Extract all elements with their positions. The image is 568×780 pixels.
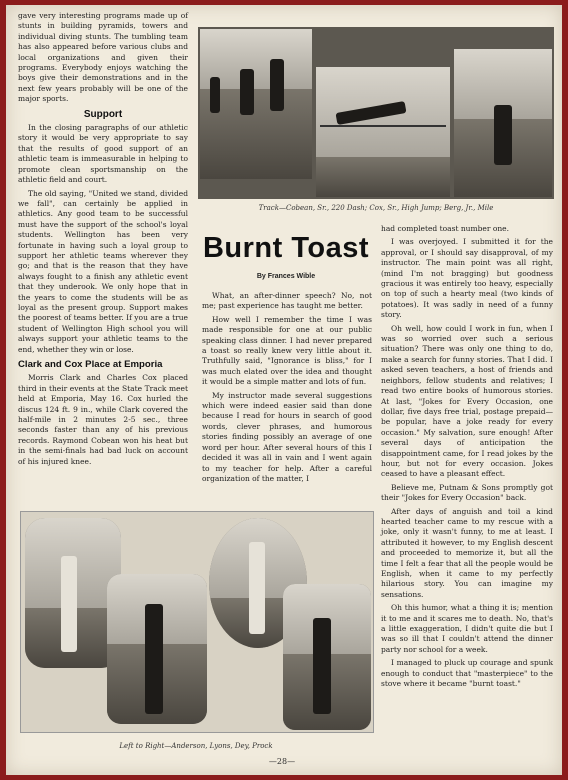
article-col1-p1: What, an after-dinner speech? No, not me; past experience has taught me better. (202, 291, 372, 311)
intro-paragraph: gave very interesting programs made up of stunts in building pyramids, towers and individual diving stunts. The tumbling team has also appeared before various clubs and local organizations and given their programs. Everybody enjoys watching the boys give their demonstrations and in the next few years probably will be one of the major sports. (18, 11, 188, 104)
track-photo-high-jump (316, 67, 450, 197)
article-col1-p3: My instructor made several suggestions which were indeed easier said than done because I read for hours in search of good words, clever phrases, and humorous stories finding possibly an average of one word per hour. After several hours of this I decided it was all in vain and I went again to my teacher for help. After a careful organization of the matter, I (202, 390, 372, 483)
article-col2-p5: After days of anguish and toil a kind hearted teacher came to my rescue with a joke, only it wasn't funny, to me at least. I attributed it however, to my English descent and proceeded to memorize it, but all the time I felt a fear that all the people would be English, when it came to my perfectly hilarious story. You can imagine my sensations. (381, 506, 553, 599)
article-byline: By Frances Wible (256, 273, 316, 280)
article-col2-p1: had completed toast number one. (381, 224, 509, 233)
article-col2-p2: I was overjoyed. I submitted it for the approval, or I should say disapproval, of my instructor. The main point was all right, (mind I'm not bragging) but goodness gracious it was entirely too heavy, especially on top of such a hearty meal (two kinds of potatoes). It was sadly in need of a funny story. (381, 237, 553, 320)
support-paragraph-2: The old saying, "United we stand, divided we fall", can certainly be applied in athletics. Any good team to be successful must have the support of the school's loyal students. Wellington has been very fortunate in having such a loyal group to support her athletic teams wherever they go; and that is the reason that they have always fought to a finish any athletic event that they underook. We only hope that in the years to come the students will be as loyal as the present group. Support makes the poorest of teams better. If you are a true student of Wellington High school you will always support your athletic teams to the end, whether they win or lose. (18, 188, 188, 354)
article-col1-p2: How well I remember the time I was made responsible for one at our public speaking class dinner. I had never prepared a toast so really knew very little about it. Truthfully said, "Ignorance is bliss," for I was much elated over the idea and thought it would be a simple matter and lots of fun. (202, 314, 372, 387)
article-column-2 (381, 224, 553, 692)
track-photo-dash (200, 29, 312, 179)
tennis-photo-lyons (107, 574, 207, 724)
article-col2-p4: Believe me, Putnam & Sons promptly got their "Jokes for Every Occasion" back. (381, 482, 553, 503)
support-heading: Support (83, 108, 123, 120)
article-col2-p7: I managed to pluck up courage and spunk enough to conduct that "masterpiece" to the stove where it became "burnt toast." (381, 658, 553, 689)
emporia-heading: Clark and Cox Place at Emporia (18, 359, 163, 370)
left-column (18, 11, 188, 470)
article-col2-p6: Oh this humor, what a thing it is; mention it to me and it scares me to death. No, that's a little exaggeration, I didn't quite die but I was so ill that I couldn't attend the dinner party nor school for a week. (381, 603, 553, 654)
track-photo-collage (198, 27, 554, 199)
page-number: —28— (268, 757, 296, 766)
support-paragraph-1: In the closing paragraphs of our athletic story it would be very appropriate to say that the results of good support of an athletic team is immeasurable in helping to promote clean sportsmanship on the athletic field and court. (18, 123, 188, 185)
tennis-photo-caption: Left to Right—Anderson, Lyons, Dey, Prock (119, 742, 273, 750)
tennis-photo-collage (20, 511, 374, 733)
article-col2-p3: Oh well, how could I work in fun, when I was so worried over such a serious situation? There was only one thing to do, make a search for funny stories. That I did. I asked seven teachers, a host of friends and neighbors, fellow students and relatives; I read two entire books of humorous stories. At last, "Jokes for Every Occasion, one dollar, five days free trial, postage prepaid—be popular, have a joke ready for every occasion." My salvation, sure enough! After several days of anticipation the disappointment came, for I read jokes by the hour, but not for every occasion. Jokes ceased to have a pleasant effect. (381, 323, 553, 479)
track-photo-mile (454, 49, 552, 197)
article-column-1 (202, 291, 372, 487)
track-photo-caption: Track—Cobean, Sr., 220 Dash; Cox, Sr., High Jump; Berg, Jr., Mile (258, 204, 494, 212)
article-title: Burnt Toast (202, 232, 370, 264)
tennis-photo-prock (283, 584, 371, 730)
magazine-page (6, 5, 562, 775)
emporia-paragraph: Morris Clark and Charles Cox placed third in their events at the State Track meet held at Emporia, May 16. Cox hurled the discus 124 ft. 9 in., while Clark covered the half-mile in 2 minutes 2-5 sec., three seconds faster than any of his previous records. Raymond Cobean won his heat but in the semi-finals had bad luck on account of his injured knee. (18, 373, 188, 466)
